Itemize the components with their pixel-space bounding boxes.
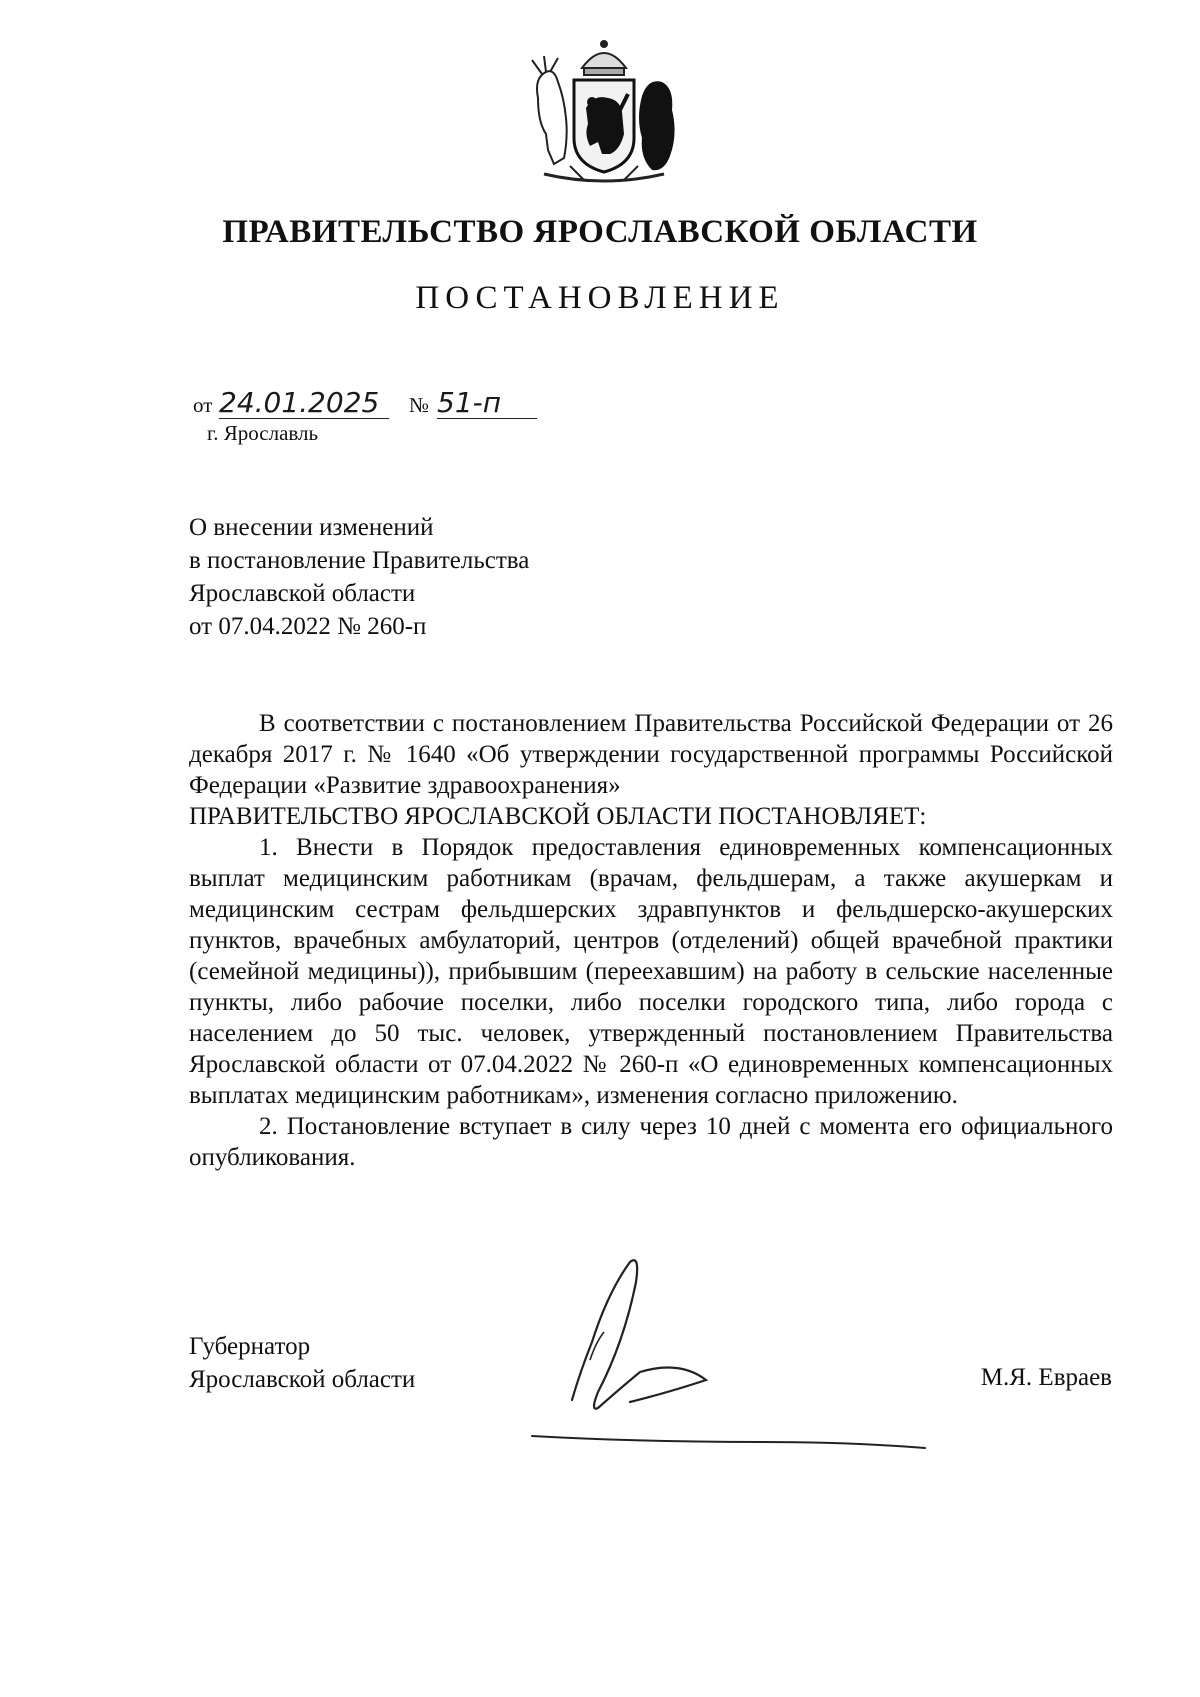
number-prefix: № bbox=[409, 393, 430, 417]
role-line: Ярославской области bbox=[189, 1366, 416, 1393]
subject-line: от 07.04.2022 № 260-п bbox=[189, 613, 427, 640]
signatory-name: М.Я. Евраев bbox=[980, 1364, 1112, 1391]
item-2-paragraph: 2. Постановление вступает в силу через 10 дней с момента его официального опубликования. bbox=[189, 1113, 1113, 1171]
date-number-line bbox=[193, 386, 573, 420]
coat-of-arms-emblem bbox=[524, 38, 684, 188]
city-line: г. Ярославль bbox=[207, 421, 319, 445]
date-prefix: от bbox=[193, 393, 213, 417]
subject-line: Ярославской области bbox=[189, 580, 416, 607]
handwritten-date: 24.01.2025 bbox=[219, 388, 389, 419]
document-type: ПОСТАНОВЛЕНИЕ bbox=[415, 280, 785, 316]
subject-line: О внесении изменений bbox=[189, 514, 434, 541]
handwritten-signature bbox=[520, 1252, 930, 1472]
preamble-paragraph: В соответствии с постановлением Правительства Российской Федерации от 26 декабря 2017 г. № 1640 «Об утверждении государственной программы Российской Федерации «Развитие здравоохранения» bbox=[189, 710, 1113, 799]
organization-title: ПРАВИТЕЛЬСТВО ЯРОСЛАВСКОЙ ОБЛАСТИ bbox=[222, 214, 978, 250]
document-subject bbox=[189, 511, 529, 643]
resolves-line: ПРАВИТЕЛЬСТВО ЯРОСЛАВСКОЙ ОБЛАСТИ ПОСТАНОВЛЯЕТ: bbox=[189, 803, 927, 830]
handwritten-number: 51-п bbox=[437, 388, 537, 419]
signatory-role bbox=[189, 1330, 415, 1396]
item-1-paragraph: 1. Внести в Порядок предоставления единовременных компенсационных выплат медицинским работникам (врачам, фельдшерам, а также акушеркам и медицинским сестрам фельдшерских здравпунктов и фельдшерско-акушерских пунктов, врачебных амбулаторий, центров (отделений) общей врачебной практики (семейной медицины)), прибывшим (переехавшим) на работу в сельские населенные пункты, либо рабочие поселки, либо поселки городского типа, либо города с населением до 50 тыс. человек, утвержденный постановлением Правительства Ярославской области от 07.04.2022 № 260-п «О единовременных компенсационных выплатах медицинским работникам», изменения согласно приложению. bbox=[189, 834, 1113, 1109]
document-body bbox=[189, 708, 1113, 1173]
subject-line: в постановление Правительства bbox=[189, 547, 530, 574]
role-line: Губернатор bbox=[189, 1333, 311, 1360]
